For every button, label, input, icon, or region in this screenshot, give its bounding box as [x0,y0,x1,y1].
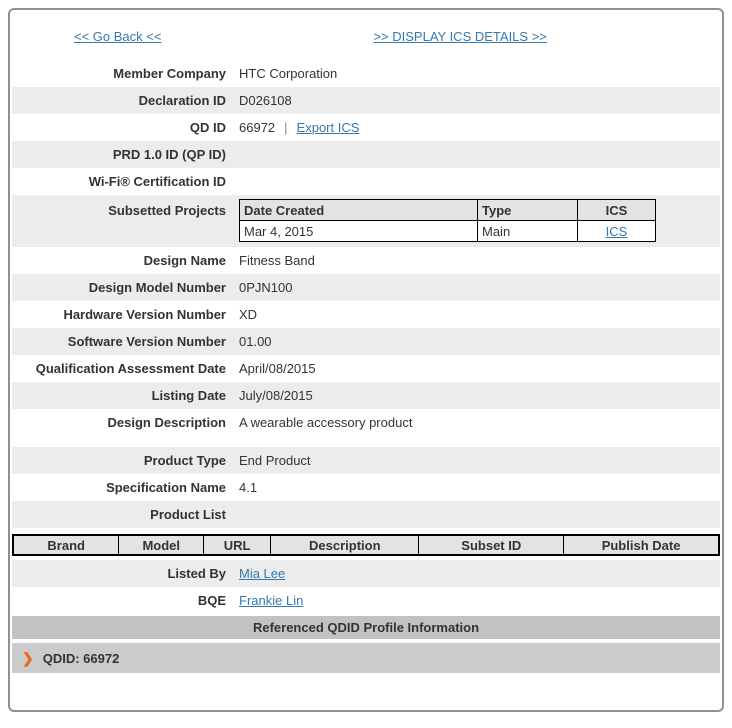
field-row-declaration-id [12,87,720,114]
product-type-label: Product Type [143,453,226,468]
subsetted-header-type: Type [478,200,578,221]
declaration-id-value: D026108 [239,93,292,108]
go-back-link[interactable]: << Go Back << [74,29,162,44]
subsetted-header-ics: ICS [578,200,656,221]
design-description-label: Design Description [107,415,226,430]
design-description-value: A wearable accessory product [239,415,413,430]
specification-name-value: 4.1 [239,480,258,495]
display-ics-details-link[interactable]: >> DISPLAY ICS DETAILS >> [373,29,547,44]
subsetted-cell-date-created: Mar 4, 2015 [240,221,478,242]
field-row-prd-id [12,141,720,168]
design-name-value: Fitness Band [239,253,315,268]
field-row-product-type [12,447,720,474]
product-header-description: Description [271,535,419,555]
field-row-bqe [12,587,720,614]
hardware-version-value: XD [239,307,258,322]
field-row-design-description [12,409,720,436]
member-company-value: HTC Corporation [239,66,338,81]
top-nav [12,12,720,60]
design-model-number-value: 0PJN100 [239,280,293,295]
field-row-design-model-number [12,274,720,301]
software-version-label: Software Version Number [67,334,226,349]
field-row-product-list [12,501,720,528]
subsetted-header-date-created: Date Created [240,200,478,221]
design-name-label: Design Name [143,253,226,268]
listing-date-label: Listing Date [151,388,226,403]
product-list-label: Product List [150,507,226,522]
referenced-qdid-title: Referenced QDID Profile Information [252,620,480,635]
field-row-qual-assessment-date [12,355,720,382]
export-ics-link[interactable]: Export ICS [296,120,360,135]
product-header-url: URL [204,535,271,555]
wifi-certification-id-label: Wi-Fi® Certification ID [88,174,226,189]
listing-date-value: July/08/2015 [239,388,313,403]
listed-by-label: Listed By [167,566,226,581]
bqe-link[interactable]: Frankie Lin [239,593,304,608]
product-type-value: End Product [239,453,311,468]
product-header-publish-date: Publish Date [564,535,719,555]
qd-id-label: QD ID [189,120,226,135]
hardware-version-label: Hardware Version Number [63,307,226,322]
subsetted-projects-label: Subsetted Projects [108,203,226,218]
subsetted-projects-table [239,199,656,242]
details-panel [8,8,724,712]
member-company-label: Member Company [113,66,226,81]
prd-id-label: PRD 1.0 ID (QP ID) [112,147,226,162]
product-header-brand: Brand [13,535,119,555]
qual-assessment-date-value: April/08/2015 [239,361,316,376]
qd-id-value: 66972 [239,120,276,135]
field-row-listing-date [12,382,720,409]
design-model-number-label: Design Model Number [88,280,226,295]
bqe-label: BQE [197,593,226,608]
field-row-qd-id [12,114,720,141]
field-row-hardware-version [12,301,720,328]
field-row-member-company [12,60,720,87]
chevron-right-icon: ❯ [22,649,34,666]
pipe-separator: | [284,120,288,135]
spacer [12,436,720,447]
ics-link[interactable]: ICS [605,223,628,239]
product-list-table [12,534,720,556]
declaration-id-label: Declaration ID [138,93,226,108]
listed-by-link[interactable]: Mia Lee [239,566,286,581]
field-row-listed-by [12,560,720,587]
product-header-model: Model [119,535,204,555]
qdid-entry-text: QDID: 66972 [42,650,120,666]
product-header-subset-id: Subset ID [419,535,564,555]
subsetted-cell-type: Main [478,221,578,242]
qdid-expandable-row[interactable] [12,643,720,673]
field-row-wifi-id [12,168,720,195]
field-row-design-name [12,247,720,274]
field-row-subsetted-projects [12,195,720,247]
software-version-value: 01.00 [239,334,272,349]
field-row-software-version [12,328,720,355]
referenced-qdid-section-header [12,616,720,639]
qual-assessment-date-label: Qualification Assessment Date [35,361,226,376]
subsetted-table-row [240,221,656,242]
specification-name-label: Specification Name [106,480,226,495]
field-row-specification-name [12,474,720,501]
